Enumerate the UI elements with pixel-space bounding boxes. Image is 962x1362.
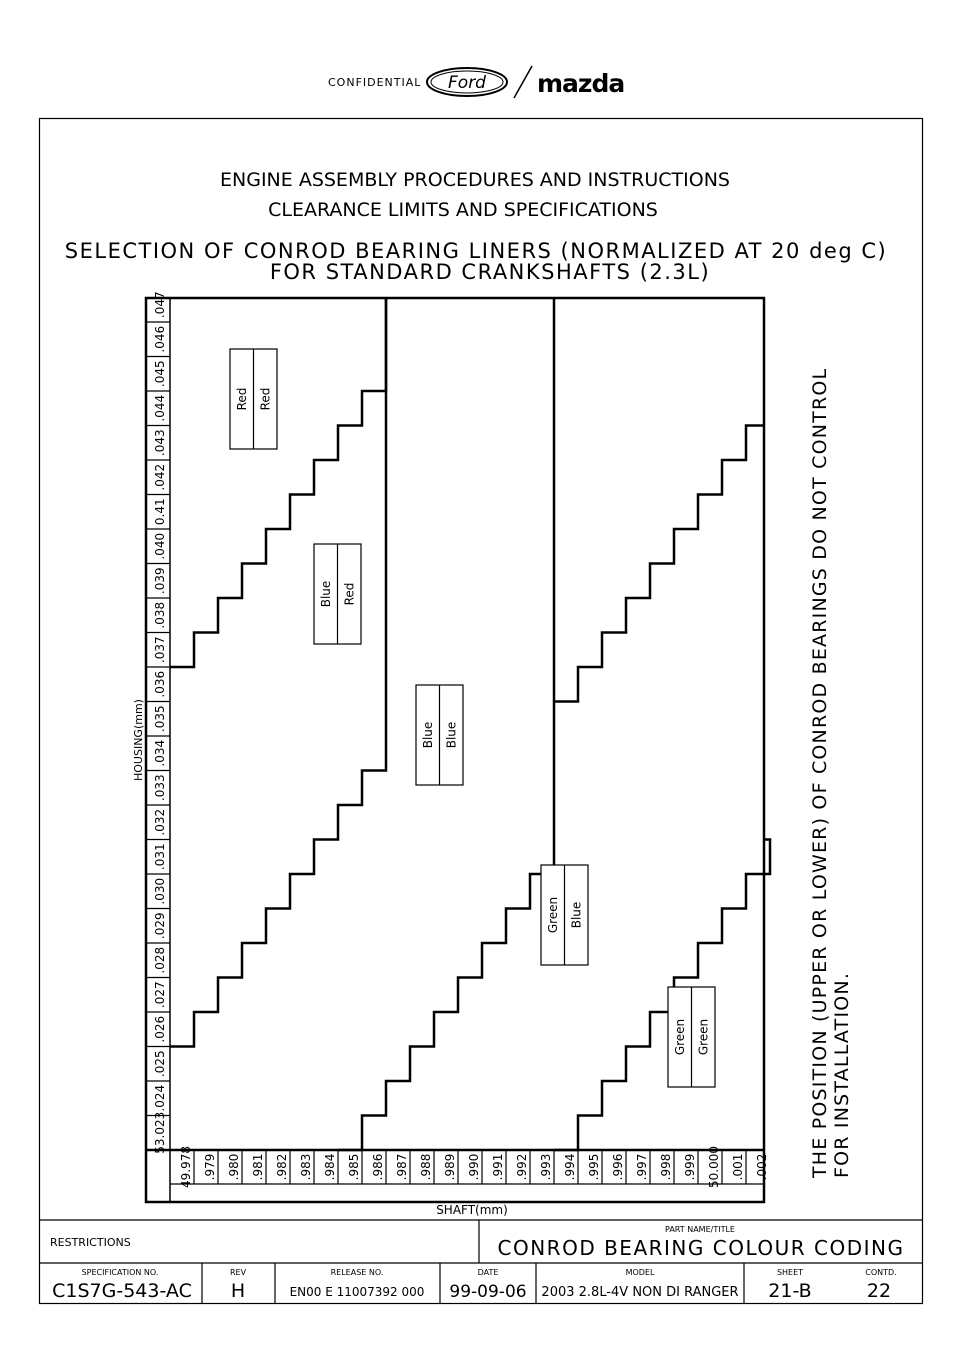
- shaft-tick-label: .990: [467, 1153, 481, 1181]
- housing-tick-label: .042: [153, 463, 167, 491]
- shaft-tick-label: .987: [395, 1153, 409, 1181]
- housing-ticks: [146, 291, 170, 1153]
- release-number: EN00 E 11007392 000: [289, 1285, 425, 1299]
- shaft-tick-label: .991: [491, 1153, 505, 1181]
- housing-tick-label: .034: [153, 739, 167, 767]
- date-label: DATE: [477, 1268, 499, 1277]
- shaft-tick-label: .995: [587, 1153, 601, 1181]
- contd-label: CONTD.: [865, 1268, 897, 1277]
- housing-tick-label: 53.023: [153, 1111, 167, 1154]
- sheet-label: SHEET: [776, 1268, 804, 1277]
- housing-tick-label: .026: [153, 1015, 167, 1043]
- sheet-border: [40, 119, 923, 1304]
- bearing-upper-colour: Red: [235, 387, 249, 411]
- title-block: [39, 1220, 923, 1304]
- title-line-2: CLEARANCE LIMITS AND SPECIFICATIONS: [268, 199, 658, 221]
- shaft-tick-label: .993: [539, 1153, 553, 1181]
- housing-tick-label: .046: [153, 325, 167, 353]
- housing-tick-label: 0.41: [153, 498, 167, 526]
- shaft-tick-label: .994: [563, 1153, 577, 1181]
- shaft-tick-label: .992: [515, 1153, 529, 1181]
- shaft-tick-label: .989: [443, 1153, 457, 1181]
- shaft-tick-label: .982: [275, 1153, 289, 1181]
- shaft-tick-label: .997: [635, 1153, 649, 1181]
- housing-tick-label: .028: [153, 946, 167, 974]
- spec-number: C1S7G-543-AC: [52, 1280, 192, 1302]
- bearing-upper-colour: Green: [546, 896, 560, 934]
- shaft-tick-label: .999: [683, 1153, 697, 1181]
- confidential-label: CONFIDENTIAL: [328, 76, 422, 89]
- title-line-4: FOR STANDARD CRANKSHAFTS (2.3L): [269, 260, 711, 284]
- shaft-tick-label: .002: [755, 1153, 769, 1181]
- bearing-lower-colour: Red: [258, 387, 273, 411]
- ford-logo: [427, 68, 507, 96]
- x-axis-label: SHAFT(mm): [436, 1203, 508, 1217]
- title-line-3: SELECTION OF CONROD BEARING LINERS (NORMALIZED AT 20 deg C): [64, 239, 888, 263]
- bearing-lower-colour: Blue: [444, 721, 459, 749]
- housing-tick-label: .032: [153, 808, 167, 836]
- shaft-tick-label: .981: [251, 1153, 265, 1181]
- bearing-selection-chart: [132, 291, 770, 1217]
- header: [328, 66, 624, 98]
- sheet-value: 21-B: [768, 1280, 812, 1302]
- housing-tick-label: .029: [153, 912, 167, 940]
- rev-value: H: [230, 1280, 246, 1302]
- bearing-lower-colour: Green: [696, 1018, 711, 1056]
- title-line-1: ENGINE ASSEMBLY PROCEDURES AND INSTRUCTIONS: [220, 169, 730, 191]
- shaft-tick-label: .984: [323, 1153, 337, 1181]
- housing-tick-label: .047: [153, 291, 167, 319]
- region-label-4: [541, 865, 588, 965]
- restrictions-label: RESTRICTIONS: [50, 1236, 131, 1249]
- shaft-tick-label: .998: [659, 1153, 673, 1181]
- mazda-logo: mazda: [537, 69, 625, 98]
- part-name-label: PART NAME/TITLE: [665, 1225, 735, 1234]
- region-label-2: [314, 544, 361, 644]
- part-name: CONROD BEARING COLOUR CODING: [497, 1236, 905, 1260]
- shaft-tick-label: 50.000: [707, 1146, 721, 1188]
- shaft-tick-label: .996: [611, 1153, 625, 1181]
- release-label: RELEASE NO.: [330, 1268, 384, 1277]
- housing-tick-label: .044: [153, 394, 167, 422]
- shaft-tick-label: .979: [203, 1153, 217, 1181]
- housing-tick-label: .035: [153, 705, 167, 733]
- model-label: MODEL: [625, 1268, 655, 1277]
- housing-tick-label: .036: [153, 670, 167, 698]
- shaft-tick-label: .980: [227, 1153, 241, 1181]
- region-label-1: [230, 349, 277, 449]
- housing-tick-label: .039: [153, 567, 167, 595]
- note-line-1: THE POSITION (UPPER OR LOWER) OF CONROD BEARINGS DO NOT CONTROL: [809, 367, 831, 1178]
- shaft-ticks: [170, 1146, 769, 1188]
- region-label-5: [668, 987, 715, 1087]
- y-axis-label: HOUSING(mm): [132, 699, 145, 781]
- housing-tick-label: .040: [153, 532, 167, 560]
- housing-tick-label: .027: [153, 981, 167, 1009]
- housing-tick-label: .030: [153, 877, 167, 905]
- model-value: 2003 2.8L-4V NON DI RANGER: [541, 1285, 739, 1300]
- shaft-tick-label: .001: [731, 1153, 745, 1181]
- region-boundary-2: [170, 298, 386, 1047]
- contd-value: 22: [866, 1280, 892, 1302]
- housing-tick-label: .045: [153, 360, 167, 388]
- bearing-upper-colour: Blue: [421, 721, 435, 749]
- logo-separator: [514, 66, 532, 98]
- housing-tick-label: .038: [153, 601, 167, 629]
- housing-tick-label: .033: [153, 774, 167, 802]
- bearing-lower-colour: Blue: [569, 901, 584, 929]
- ford-logo-text: Ford: [448, 73, 486, 93]
- shaft-tick-label: .986: [371, 1153, 385, 1181]
- region-label-3: [416, 685, 463, 785]
- date-value: 99-09-06: [449, 1282, 527, 1302]
- note-line-2: FOR INSTALLATION.: [831, 971, 853, 1178]
- housing-tick-label: .043: [153, 429, 167, 457]
- bearing-lower-colour: Red: [342, 582, 357, 606]
- housing-tick-label: .024: [153, 1084, 167, 1112]
- housing-tick-label: .025: [153, 1050, 167, 1078]
- housing-tick-label: .031: [153, 843, 167, 871]
- bearing-upper-colour: Blue: [319, 580, 333, 608]
- shaft-tick-label: .988: [419, 1153, 433, 1181]
- rev-label: REV: [229, 1268, 247, 1277]
- shaft-tick-label: .985: [347, 1153, 361, 1181]
- shaft-tick-label: 49.978: [179, 1146, 193, 1188]
- housing-tick-label: .037: [153, 636, 167, 664]
- spec-label: SPECIFICATION NO.: [81, 1268, 159, 1277]
- region-boundary-5: [554, 426, 764, 702]
- bearing-upper-colour: Green: [673, 1018, 687, 1056]
- shaft-tick-label: .983: [299, 1153, 313, 1181]
